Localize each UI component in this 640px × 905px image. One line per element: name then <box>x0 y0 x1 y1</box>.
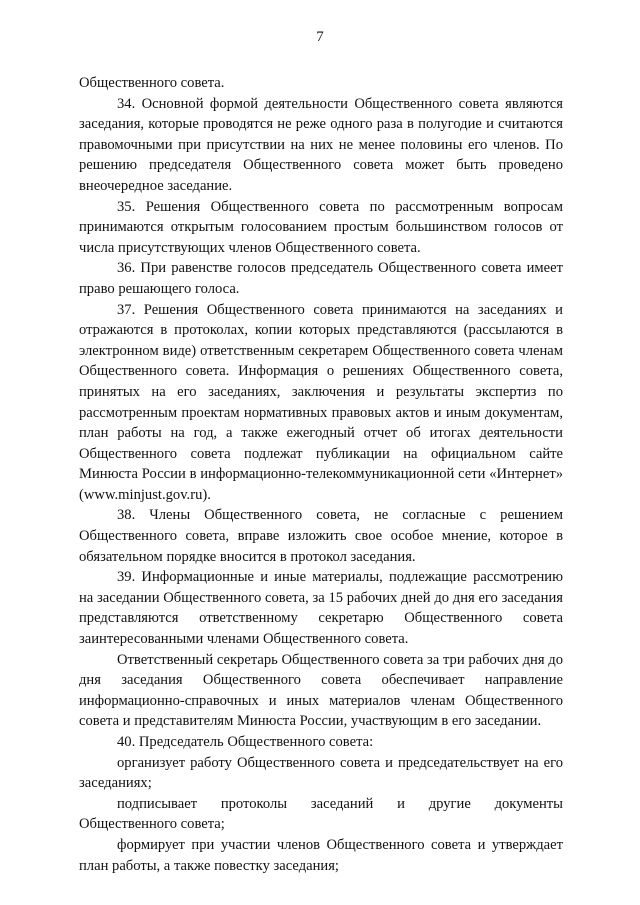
paragraph-39-secretary: Ответственный секретарь Общественного совета за три рабочих дня до дня заседания Общественного совета обеспечивает направление информационно-справочных и иных материалов членам Общественного совета и представителям Минюста России, участвующим в его заседании. <box>79 651 563 730</box>
paragraph-39: 39. Информационные и иные материалы, подлежащие рассмотрению на заседании Общественного совета, за 15 рабочих дней до дня его заседания представляются ответственному секретарю Общественного совета заинтересованными членами Общественного совета. <box>79 569 563 648</box>
document-body <box>79 73 563 876</box>
paragraph-35: 35. Решения Общественного совета по рассмотренным вопросам принимаются открытым голосованием простым большинством голосов от числа присутствующих членов Общественного совета. <box>79 198 563 256</box>
page-number: 7 <box>316 29 324 45</box>
paragraph-continuation: Общественного совета. <box>79 75 225 91</box>
paragraph-36: 36. При равенстве голосов председатель Общественного совета имеет право решающего голоса. <box>79 260 563 297</box>
paragraph-40-item-plans: формирует при участии членов Общественного совета и утверждает план работы, а также повестку заседания; <box>79 836 563 874</box>
paragraph-34: 34. Основной формой деятельности Общественного совета являются заседания, которые проводятся не реже одного раза в полугодие и считаются правомочными при присутствии на них не менее половины его членов. По решению председателя Общественного совета может быть проведено внеочередное заседание. <box>79 95 563 194</box>
paragraph-37: 37. Решения Общественного совета принимаются на заседаниях и отражаются в протоколах, копии которых представляются (рассылаются в электронном виде) ответственным секретарем Общественного совета членам Общественного совета. Информация о решениях Общественного совета, принятых на его заседаниях, заключения и результаты экспертиз по рассмотренным проектам нормативных правовых актов и иным документам, план работы на год, а также ежегодный отчет об итогах деятельности Общественного совета подлежат публикации на официальном сайте Минюста России в информационно-телекоммуникационной сети «Интернет» (www.minjust.gov.ru). <box>79 301 563 503</box>
paragraph-40-item-organizes: организует работу Общественного совета и председательствует на его заседаниях; <box>79 754 563 792</box>
paragraph-38: 38. Члены Общественного совета, не согласные с решением Общественного совета, вправе изложить свое особое мнение, которое в обязательном порядке вносится в протокол заседания. <box>79 507 563 565</box>
paragraph-40: 40. Председатель Общественного совета: <box>117 734 374 750</box>
paragraph-40-item-signs: подписывает протоколы заседаний и другие документы Общественного совета; <box>79 795 563 833</box>
